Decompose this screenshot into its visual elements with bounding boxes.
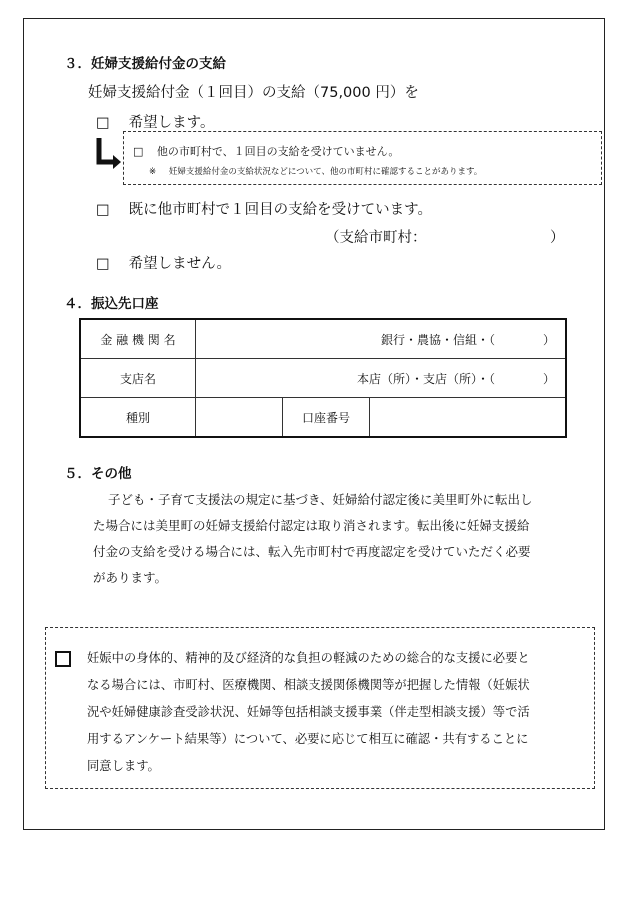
section5-line: があります。 xyxy=(93,570,168,585)
bank-name-label: 金 融 機 関 名 xyxy=(80,319,196,359)
checkbox-already[interactable]: □ xyxy=(96,202,110,218)
paying-municipality-close: ） xyxy=(550,230,565,246)
consent-line: 用するアンケート結果等）について、必要に応じて相互に確認・共有することに xyxy=(87,732,529,746)
section3-heading: ３．妊婦支援給付金の支給 xyxy=(64,56,226,72)
bank-name-field[interactable]: 銀行・農協・信組・（ ） xyxy=(196,319,567,359)
consent-line: 況や妊婦健康診査受診状況、妊婦等包括相談支援事業（伴走型相談支援）等で活 xyxy=(87,705,530,719)
account-number-label: 口座番号 xyxy=(283,398,370,438)
checkbox-want[interactable]: □ xyxy=(96,115,110,131)
account-type-field[interactable] xyxy=(196,398,283,438)
consent-text xyxy=(87,645,587,780)
sub-option-label: 他の市町村で、１回目の支給を受けていません。 xyxy=(156,145,400,158)
note-mark: ※ xyxy=(149,167,157,177)
option-not-want-label: 希望しません。 xyxy=(128,256,231,272)
table-row xyxy=(80,319,566,359)
section5-line: 子ども・子育て支援法の規定に基づき、妊婦給付認定後に美里町外に転出し xyxy=(108,492,533,507)
section5-line: 付金の支給を受ける場合には、転入先市町村で再度認定を受けていただく必要 xyxy=(93,544,531,559)
account-type-label: 種別 xyxy=(80,398,196,438)
note-text: 妊婦支援給付金の支給状況などについて、他の市町村に確認することがあります。 xyxy=(168,167,483,177)
section4-heading: ４．振込先口座 xyxy=(64,296,159,312)
section3-intro: 妊婦支援給付金（１回目）の支給（75,000 円）を xyxy=(88,85,419,101)
table-row xyxy=(80,359,566,398)
sub-option[interactable] xyxy=(133,143,399,159)
down-right-arrow-icon xyxy=(93,136,123,172)
checkbox-not-want[interactable]: □ xyxy=(96,256,110,272)
consent-line: 同意します。 xyxy=(87,759,160,773)
paying-municipality-label: （支給市町村： xyxy=(325,230,427,246)
bank-account-table xyxy=(79,318,567,438)
branch-field[interactable]: 本店（所）・支店（所）・（ ） xyxy=(196,359,567,398)
section5-line: た場合には美里町の妊婦支援給付認定は取り消されます。転出後に妊婦支援給 xyxy=(93,518,530,533)
section5-body xyxy=(93,487,573,591)
option-want[interactable] xyxy=(96,111,214,132)
consent-line: なる場合には、市町村、医療機関、相談支援関係機関等が把握した情報（妊娠状 xyxy=(87,678,530,692)
option-not-want[interactable] xyxy=(96,252,231,273)
account-number-field[interactable] xyxy=(370,398,567,438)
branch-label: 支店名 xyxy=(80,359,196,398)
consent-line: 妊娠中の身体的、精神的及び経済的な負担の軽減のための総合的な支援に必要と xyxy=(87,651,530,665)
table-row xyxy=(80,398,566,438)
option-want-label: 希望します。 xyxy=(128,115,215,131)
checkbox-not-received[interactable]: □ xyxy=(133,145,144,158)
option-already-label: 既に他市町村で１回目の支給を受けています。 xyxy=(128,202,432,218)
consent-checkbox[interactable] xyxy=(55,651,71,667)
section5-heading: ５．その他 xyxy=(64,466,132,482)
note xyxy=(149,165,482,177)
option-already[interactable] xyxy=(96,198,432,219)
